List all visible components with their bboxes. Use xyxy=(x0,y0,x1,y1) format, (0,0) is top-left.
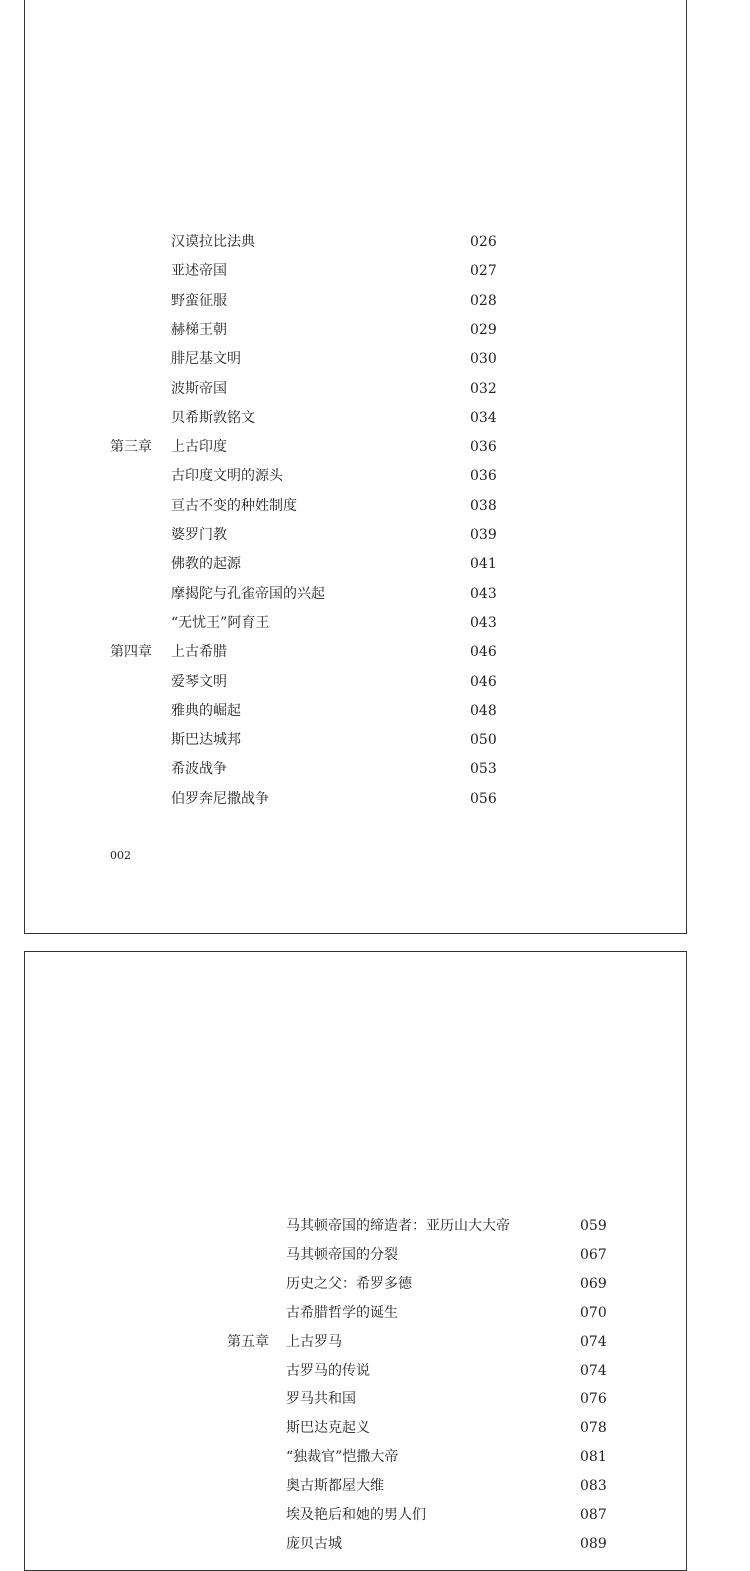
toc-entry xyxy=(25,1505,686,1525)
entry-title: 希波战争 xyxy=(171,761,227,778)
entry-page-number: 036 xyxy=(470,468,497,485)
entry-title: 奥古斯都屋大维 xyxy=(286,1478,384,1495)
entry-page-number: 076 xyxy=(580,1391,607,1408)
entry-page-number: 041 xyxy=(470,556,497,573)
entry-page-number: 078 xyxy=(580,1420,607,1437)
entry-title: 马其顿帝国的分裂 xyxy=(286,1246,398,1263)
entry-title: 古印度文明的源头 xyxy=(171,468,283,485)
entry-title: 古希腊哲学的诞生 xyxy=(286,1304,398,1321)
entry-title: 佛教的起源 xyxy=(171,556,241,573)
entry-title: 摩揭陀与孔雀帝国的兴起 xyxy=(171,585,325,602)
entry-title: 汉谟拉比法典 xyxy=(171,234,255,250)
chapter-label: 第三章 xyxy=(110,439,152,456)
entry-page-number: 089 xyxy=(580,1535,607,1552)
toc-entry xyxy=(25,730,686,750)
toc-entry xyxy=(25,1534,686,1554)
entry-title: 亚述帝国 xyxy=(171,263,227,280)
entry-page-number: 034 xyxy=(470,409,497,426)
entry-page-number: 043 xyxy=(470,585,497,602)
entry-page-number: 032 xyxy=(470,380,497,397)
entry-title: 斯巴达城邦 xyxy=(171,732,241,749)
entry-title: 上古希腊 xyxy=(171,644,227,661)
entry-page-number: 083 xyxy=(580,1478,607,1495)
toc-page-2 xyxy=(24,951,687,1571)
entry-page-number: 059 xyxy=(580,1218,607,1234)
page-number: 002 xyxy=(110,849,131,862)
entry-page-number: 036 xyxy=(470,439,497,456)
toc-entry xyxy=(25,320,686,340)
entry-title: 婆罗门教 xyxy=(171,527,227,543)
entry-title: 埃及艳后和她的男人们 xyxy=(286,1507,426,1523)
toc-entry xyxy=(25,1476,686,1496)
entry-title: “无忧王”阿育王 xyxy=(171,614,270,631)
toc-entry xyxy=(25,759,686,779)
toc-entry xyxy=(25,1447,686,1467)
toc-entry xyxy=(25,349,686,369)
entry-title: 波斯帝国 xyxy=(171,380,227,397)
toc-entry xyxy=(25,1389,686,1409)
toc-entry xyxy=(25,232,686,252)
entry-page-number: 028 xyxy=(470,292,497,309)
entry-page-number: 074 xyxy=(580,1333,607,1350)
entry-page-number: 087 xyxy=(580,1507,607,1523)
entry-title: 野蛮征服 xyxy=(171,292,227,309)
entry-title: 斯巴达克起义 xyxy=(286,1420,370,1437)
entry-title: “独裁官”恺撒大帝 xyxy=(286,1449,399,1466)
entry-title: 亘古不变的种姓制度 xyxy=(171,497,297,514)
toc-entry xyxy=(25,437,686,457)
entry-page-number: 067 xyxy=(580,1246,607,1263)
entry-title: 上古印度 xyxy=(171,439,227,456)
toc-entry xyxy=(25,1418,686,1438)
entry-page-number: 039 xyxy=(470,527,497,543)
toc-entry xyxy=(25,1245,686,1265)
entry-title: 腓尼基文明 xyxy=(171,351,241,368)
entry-page-number: 050 xyxy=(470,732,497,749)
entry-page-number: 070 xyxy=(580,1304,607,1321)
entry-title: 赫梯王朝 xyxy=(171,321,227,338)
toc-entry xyxy=(25,642,686,662)
entry-title: 马其顿帝国的缔造者：亚历山大大帝 xyxy=(286,1218,510,1234)
toc-entry xyxy=(25,291,686,311)
entry-title: 历史之父：希罗多德 xyxy=(286,1275,412,1292)
entry-page-number: 074 xyxy=(580,1362,607,1379)
entry-page-number: 038 xyxy=(470,497,497,514)
toc-entry xyxy=(25,672,686,692)
entry-page-number: 026 xyxy=(470,234,497,250)
entry-page-number: 046 xyxy=(470,673,497,690)
entry-page-number: 053 xyxy=(470,761,497,778)
toc-entry xyxy=(25,1303,686,1323)
entry-title: 贝希斯敦铭文 xyxy=(171,409,255,426)
entry-title: 庞贝古城 xyxy=(286,1535,342,1552)
toc-entry xyxy=(25,1361,686,1381)
toc-entry xyxy=(25,1216,686,1236)
toc-entry xyxy=(25,584,686,604)
entry-page-number: 048 xyxy=(470,702,497,719)
toc-page-1 xyxy=(24,0,687,934)
toc-entry xyxy=(25,496,686,516)
toc-entry xyxy=(25,613,686,633)
entry-title: 罗马共和国 xyxy=(286,1391,356,1408)
entry-page-number: 030 xyxy=(470,351,497,368)
entry-page-number: 056 xyxy=(470,790,497,807)
entry-page-number: 081 xyxy=(580,1449,607,1466)
toc-entry xyxy=(25,789,686,809)
entry-title: 上古罗马 xyxy=(286,1333,342,1350)
entry-page-number: 029 xyxy=(470,321,497,338)
entry-title: 雅典的崛起 xyxy=(171,702,241,719)
toc-entry xyxy=(25,554,686,574)
toc-entry xyxy=(25,701,686,721)
toc-entry xyxy=(25,466,686,486)
toc-entry xyxy=(25,261,686,281)
toc-entry xyxy=(25,1274,686,1294)
entry-title: 古罗马的传说 xyxy=(286,1362,370,1379)
entry-page-number: 069 xyxy=(580,1275,607,1292)
toc-entry xyxy=(25,525,686,545)
toc-entry xyxy=(25,379,686,399)
toc-entry xyxy=(25,1332,686,1352)
entry-page-number: 043 xyxy=(470,614,497,631)
chapter-label: 第四章 xyxy=(110,644,152,661)
chapter-label: 第五章 xyxy=(227,1333,269,1350)
entry-title: 爱琴文明 xyxy=(171,673,227,690)
entry-page-number: 027 xyxy=(470,263,497,280)
entry-page-number: 046 xyxy=(470,644,497,661)
entry-title: 伯罗奔尼撒战争 xyxy=(171,790,269,807)
toc-entry xyxy=(25,408,686,428)
